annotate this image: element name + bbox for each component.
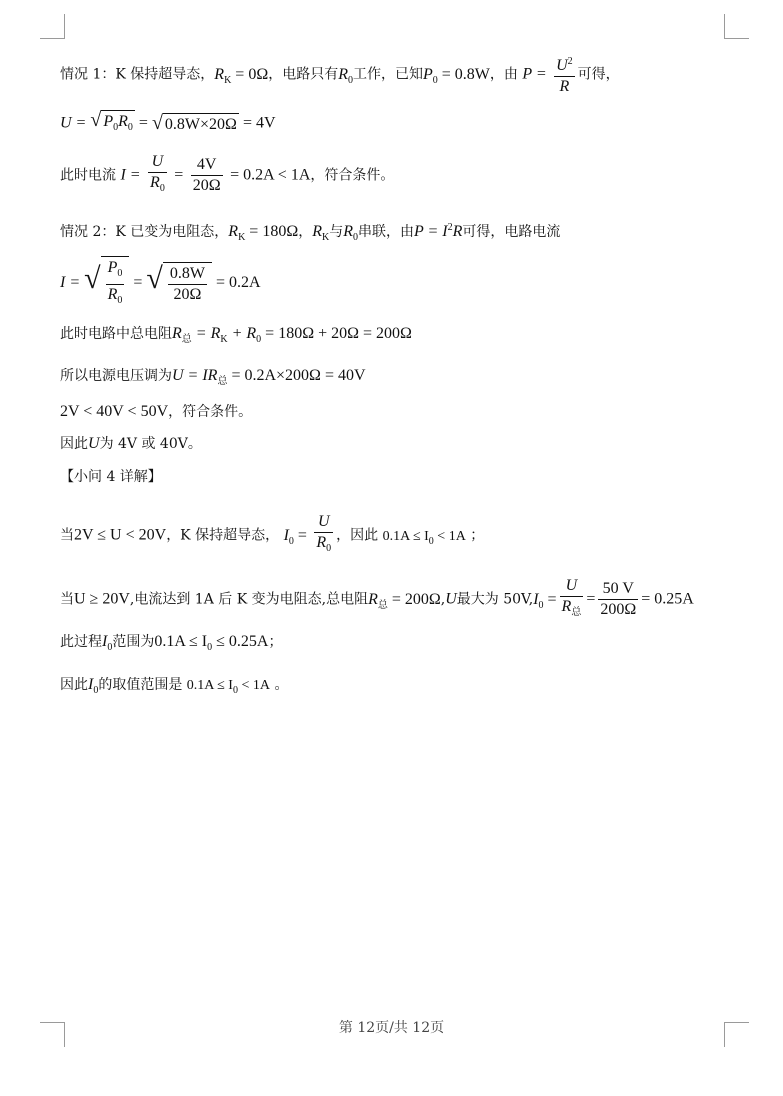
q4d-mid: 的取值范围是 (98, 677, 183, 693)
q4b-den-sub: 总 (571, 607, 582, 618)
voltage-result: = 4V (242, 114, 276, 132)
q4-line-a (60, 512, 484, 559)
q4b-fraction-2 (598, 579, 638, 620)
q4-line-b (60, 576, 694, 623)
total-r-symbol: R (172, 325, 182, 342)
q4-line-d (60, 675, 288, 701)
current-numerator: U (151, 153, 164, 170)
q4d-prefix: 因此 (60, 677, 88, 693)
voltage-formula-sub: 总 (217, 376, 228, 387)
power-formula-sup: 2 (567, 56, 573, 67)
eq-sign: = (138, 114, 148, 132)
q4b-num2: 50 V (602, 580, 634, 597)
case2-frac2-den: 20Ω (168, 284, 207, 305)
power-formula-lhs: P = (522, 65, 547, 83)
sqrt-1-r-sub: 0 (127, 122, 133, 133)
case2-text-4: 可得，电路电流 (462, 224, 561, 240)
case1-text: ，电路只有 (268, 66, 339, 83)
current-fraction-1 (148, 152, 167, 199)
question4-heading: 【小问 4 详解】 (60, 469, 162, 485)
p0-value: = 0.8W (437, 65, 490, 83)
corner-mark-top-right (724, 14, 749, 39)
power-formula-fraction (554, 52, 575, 97)
condition-suffix: ，符合条件。 (168, 404, 253, 420)
eq-sign-3: = (133, 274, 143, 292)
case1-label: 情况 1：K 保持超导态， (60, 66, 215, 83)
q4b-u: U (445, 590, 457, 608)
current-denominator: R (150, 174, 160, 191)
case2-rk2: R (312, 223, 322, 240)
sqrt-1: √ $P_0R_0$ (90, 110, 135, 138)
total-r-sub: 总 (181, 334, 192, 345)
q4a-range-sub: 0 (428, 535, 434, 547)
case1-text-4: 可得， (577, 66, 620, 83)
total-resistance-prefix: 此时电路中总电阻 (60, 326, 172, 342)
eq-sign-2: = (174, 166, 184, 184)
q4c-range2: ≤ 0.25A (212, 633, 269, 650)
current-fraction-2 (191, 155, 223, 196)
condition-text: 2V < 40V < 50V (60, 403, 169, 420)
case2-frac-den: R (107, 286, 118, 303)
case2-frac-num-sub: 0 (117, 268, 123, 279)
case1-text-3: ，由 (489, 66, 518, 83)
q4a-den-sub: 0 (326, 543, 332, 554)
case2-current-result: = 0.2A (215, 274, 261, 292)
therefore-line (60, 434, 202, 454)
q4c-prefix: 此过程 (60, 634, 102, 650)
case2-rk2-sub: K (322, 232, 330, 243)
q4a-lhs-sub: 0 (288, 535, 294, 547)
q4b-fraction-1 (560, 576, 584, 623)
p0-subscript: 0 (432, 74, 438, 86)
total-r-r0-sub: 0 (256, 334, 262, 345)
q4a-range: 0.1A ≤ I (382, 528, 429, 544)
power-formula-numerator: U (556, 57, 568, 74)
q4b-condition: U ≥ 20V (74, 590, 130, 608)
case2-frac-den-sub: 0 (117, 295, 123, 306)
case2-text: ， (298, 224, 313, 240)
q4a-num: U (317, 513, 330, 530)
q4c-end: ； (268, 634, 283, 650)
case2-line (60, 218, 560, 248)
condition-line (60, 402, 252, 422)
q4c-mid: 范围为 (112, 634, 155, 650)
therefore-suffix: 为 4V 或 40V。 (99, 436, 202, 452)
case2-current-lhs: I = (60, 274, 81, 292)
total-r-value: = 180Ω + 20Ω = 200Ω (261, 325, 412, 342)
r0-symbol: R (338, 65, 348, 83)
q4c-i: I (102, 633, 108, 650)
voltage-line (60, 366, 366, 392)
case1-text-2: 工作，已知 (353, 66, 423, 83)
q4c-i-sub: 0 (107, 642, 113, 653)
q4b-num: U (565, 577, 578, 594)
case2-frac-num: P (107, 259, 118, 276)
current-numerator-2: 4V (196, 156, 217, 173)
q4d-range: 0.1A ≤ I (186, 678, 233, 693)
q4-line-c (60, 632, 282, 658)
sqrt-1-p-sub: 0 (113, 122, 119, 133)
case2-rk-val: = 180Ω (245, 223, 299, 240)
current-denominator-2: 20Ω (192, 177, 221, 194)
p0-symbol: P (423, 65, 433, 83)
case2-rk-sub: K (238, 232, 246, 243)
case2-label: 情况 2：K 已变为电阻态， (60, 224, 229, 240)
q4b-den: R (561, 598, 572, 615)
case2-r0: R (343, 223, 354, 240)
q4b-mid: ,电流达到 1A 后 K 变为电阻态,总电阻 (129, 591, 369, 608)
q4b-eq: = (543, 590, 557, 608)
rk-value: = 0Ω (231, 65, 269, 83)
case1-line (60, 52, 620, 97)
current-lhs: I = (120, 166, 141, 184)
q4b-mid2: , (440, 591, 446, 608)
current-prefix: 此时电流 (60, 167, 116, 184)
page-footer: 第 12页/共 12页 (338, 1020, 445, 1036)
case2-frac2-num: 0.8W (169, 265, 205, 282)
current-denominator-sub: 0 (159, 183, 165, 194)
sqrt-1-p: P (103, 113, 114, 130)
q4d-end: 。 (274, 677, 289, 693)
q4d-i-sub: 0 (93, 685, 99, 696)
case2-formula: P = I (414, 223, 448, 240)
q4a-lhs: I (283, 526, 289, 544)
total-r-rk-sub: K (220, 334, 228, 345)
sqrt-2-content: 0.8W×20Ω (163, 113, 239, 135)
r0-subscript: 0 (348, 74, 353, 86)
q4b-result: = 0.25A (641, 590, 694, 608)
q4b-r-val: = 200Ω (387, 590, 441, 608)
q4a-mid: ，K 保持超导态， (166, 527, 280, 544)
q4b-prefix: 当 (60, 591, 74, 608)
total-r-r0: + R (227, 325, 257, 342)
q4d-i: I (88, 676, 94, 693)
therefore-prefix: 因此 (60, 436, 88, 452)
q4a-mid2: ，因此 (336, 527, 379, 544)
therefore-u: U (88, 435, 100, 452)
case2-text-2: 与 (329, 224, 344, 240)
case2-r0-sub: 0 (353, 232, 359, 243)
current-result: = 0.2A < 1A (230, 166, 311, 184)
case2-formula-sup: 2 (447, 222, 453, 233)
case2-text-3: 串联，由 (358, 224, 415, 240)
q4b-mid3: 最大为 50V, (456, 591, 534, 608)
rk-symbol: R (214, 65, 225, 83)
case1-voltage-line (60, 110, 276, 138)
power-formula-denominator: R (554, 76, 575, 97)
total-resistance-line (60, 324, 412, 350)
q4a-range2: < 1A (433, 528, 466, 544)
corner-mark-top-left (40, 14, 65, 39)
sqrt-1-r: R (118, 113, 128, 130)
q4b-den2: 200Ω (600, 601, 637, 618)
q4b-lhs-sub: 0 (538, 599, 544, 611)
voltage-formula: U = IR (172, 367, 218, 384)
q4b-eq2: = (586, 590, 596, 608)
case1-current-line (60, 152, 394, 199)
rk-subscript: K (224, 74, 232, 86)
current-suffix: ，符合条件。 (310, 167, 395, 184)
q4a-eq: = (293, 526, 307, 544)
q4d-range2: < 1A (237, 678, 270, 693)
total-r-rk: = R (191, 325, 221, 342)
voltage-lhs: U = (60, 114, 87, 132)
q4b-r-sub: 总 (377, 599, 388, 611)
q4a-condition: 2V ≤ U < 20V (74, 526, 167, 544)
q4a-den: R (316, 534, 327, 551)
voltage-value: = 0.2A×200Ω = 40V (227, 367, 366, 384)
case2-formula-r: R (452, 223, 463, 240)
q4b-lhs: I (533, 590, 539, 608)
sqrt-3: √ $\frac{P_0}{R_0}$ (84, 256, 129, 311)
q4a-end: ； (470, 527, 485, 544)
case2-rk: R (228, 223, 239, 240)
q4d-range-sub: 0 (232, 685, 238, 696)
voltage-prefix: 所以电源电压调为 (60, 368, 172, 384)
sqrt-2: √ 0.8W×20Ω (151, 112, 237, 134)
q4c-range-sub: 0 (207, 642, 213, 653)
q4a-prefix: 当 (60, 527, 74, 544)
q4c-range: 0.1A ≤ I (154, 633, 208, 650)
case2-current-line (60, 256, 261, 311)
q4a-fraction (314, 512, 333, 559)
q4b-r: R (368, 590, 378, 608)
sqrt-4: √ $\frac{0.8W}{20\Omega}$ (146, 262, 212, 305)
